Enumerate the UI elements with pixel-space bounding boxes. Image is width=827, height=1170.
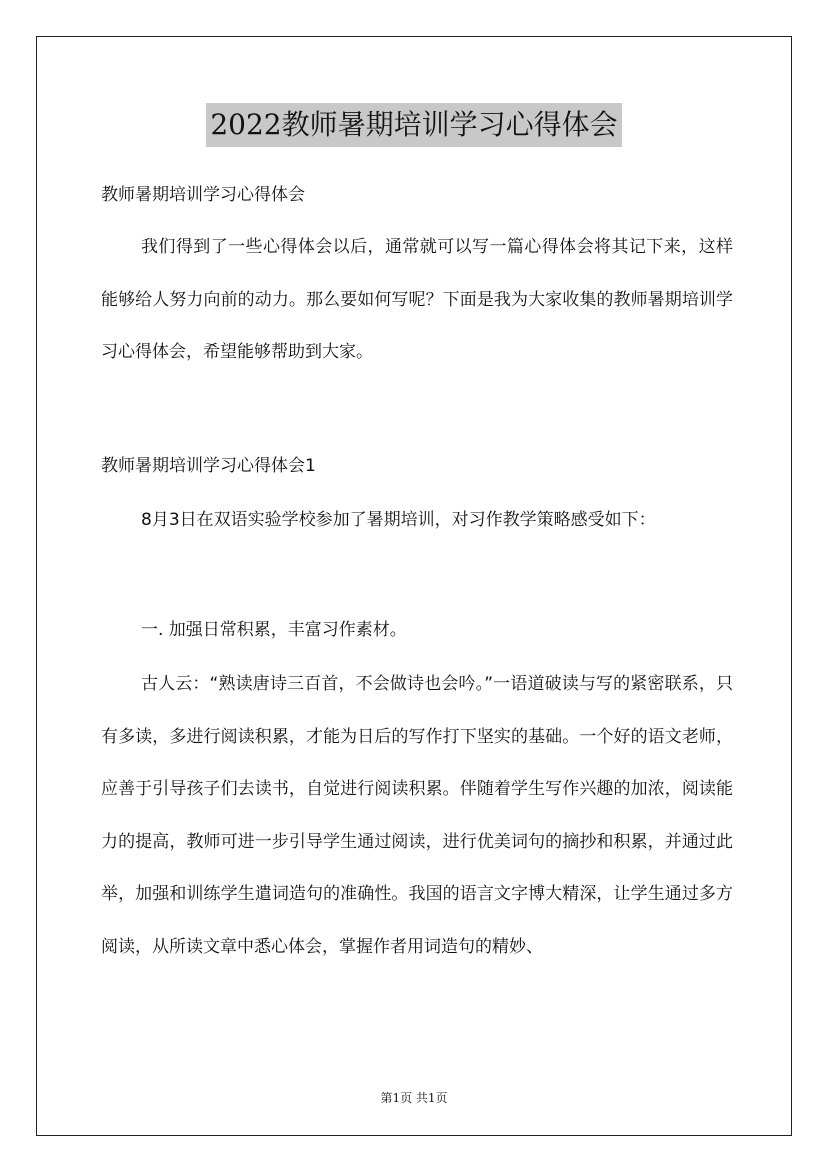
document-page bbox=[36, 36, 792, 1136]
intro-paragraph: 我们得到了一些心得体会以后，通常就可以写一篇心得体会将其记下来，这样能够给人努力向前的动力。那么要如何写呢？下面是我为大家收集的教师暑期培训学习心得体会，希望能够帮助到大家。 bbox=[101, 237, 733, 362]
section-paragraph: 8月3日在双语实验学校参加了暑期培训，对习作教学策略感受如下： bbox=[141, 510, 656, 530]
section-paragraph: 古人云：“熟读唐诗三百首，不会做诗也会吟。”一语道破读与写的紧密联系，只有多读，多进行阅读积累，才能为日后的写作打下坚实的基础。一个好的语文老师，应善于引导孩子们去读书，自觉进行阅读积累。伴随着学生写作兴趣的加浓，阅读能力的提高，教师可进一步引导学生通过阅读，进行优美词句的摘抄和积累，并通过此举，加强和训练学生遣词造句的准确性。我国的语言文字博大精深，让学生通过多方阅读，从所读文章中悉心体会，掌握作者用词造句的精妙、 bbox=[101, 674, 733, 957]
section-list-item: 一. 加强日常积累，丰富习作素材。 bbox=[141, 620, 407, 640]
title-wrap bbox=[37, 103, 791, 147]
page-footer: 第1页 共1页 bbox=[380, 1091, 448, 1105]
document-subtitle: 教师暑期培训学习心得体会 bbox=[101, 185, 305, 205]
section-heading: 教师暑期培训学习心得体会1 bbox=[101, 456, 316, 476]
document-title: 2022教师暑期培训学习心得体会 bbox=[206, 103, 621, 147]
